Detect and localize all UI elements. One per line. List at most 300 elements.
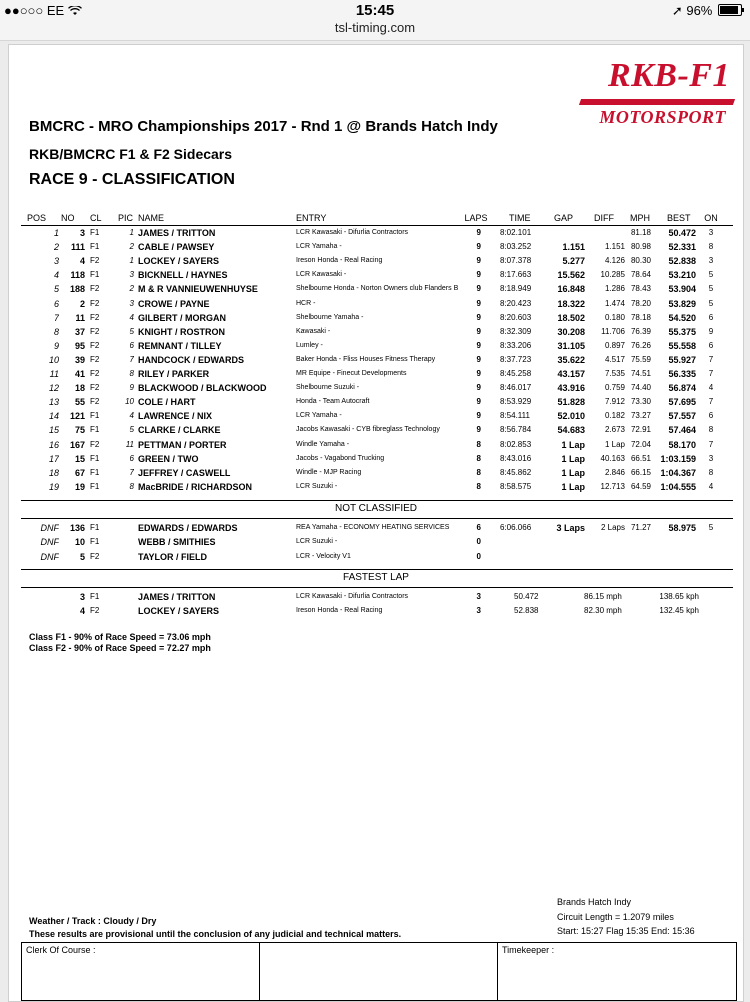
entry-cell: LCR Yamaha - <box>296 243 342 251</box>
diff-cell: 0.897 <box>604 340 625 350</box>
gap-cell: 43.157 <box>557 369 585 379</box>
number-cell: 19 <box>74 481 85 492</box>
number-cell: 5 <box>79 551 85 562</box>
class-cell: F1 <box>90 411 100 421</box>
pic-cell: 11 <box>125 439 134 449</box>
pic-cell: 6 <box>129 453 134 463</box>
name-cell: MacBRIDE / RICHARDSON <box>138 481 253 492</box>
laps-cell: 9 <box>476 383 481 393</box>
address-bar[interactable]: tsl-timing.com <box>334 20 416 35</box>
table-row <box>9 339 743 353</box>
pos-cell: DNF <box>40 551 59 562</box>
name-cell: PETTMAN / PORTER <box>138 439 227 450</box>
clock: 15:45 <box>355 2 395 19</box>
mph-cell: 72.04 <box>630 439 651 449</box>
pic-cell: 7 <box>129 467 134 477</box>
entry-cell: Jacobs - Vagabond Trucking <box>296 454 385 462</box>
pos-cell: 15 <box>48 425 59 436</box>
best-cell: 1:04.555 <box>660 481 696 492</box>
best-cell: 52.838 <box>668 256 696 267</box>
entry-cell: HCR - <box>296 299 316 307</box>
mph-cell: 78.18 <box>630 312 651 322</box>
fastest-kph-cell: 132.45 kph <box>659 606 699 616</box>
class-f2-note: Class F2 - 90% of Race Speed = 72.27 mph <box>29 643 211 653</box>
best-cell: 1:04.367 <box>660 467 696 478</box>
race-title: RACE 9 - CLASSIFICATION <box>29 171 235 188</box>
pos-cell: 14 <box>48 411 59 422</box>
diff-cell: 4.517 <box>604 354 625 364</box>
number-cell: 75 <box>74 425 85 436</box>
best-cell: 53.829 <box>668 298 696 309</box>
laps-cell: 0 <box>476 551 481 561</box>
pic-cell: 7 <box>129 354 134 364</box>
table-row <box>9 367 743 381</box>
best-cell: 50.472 <box>668 228 696 238</box>
number-cell: 10 <box>74 537 85 548</box>
pic-cell: 5 <box>129 326 134 336</box>
on-cell: 7 <box>708 439 714 449</box>
number-cell: 55 <box>74 397 85 408</box>
class-cell: F2 <box>90 340 100 350</box>
gap-cell: 5.277 <box>562 256 585 267</box>
entry-cell: Ireson Honda - Real Racing <box>296 607 383 615</box>
number-cell: 121 <box>69 411 85 422</box>
time-cell: 8:56.784 <box>500 425 532 435</box>
pos-cell: 17 <box>48 453 59 464</box>
on-cell: 5 <box>708 523 714 532</box>
number-cell: 136 <box>69 523 85 533</box>
best-cell: 55.558 <box>668 340 696 351</box>
best-cell: 52.331 <box>668 242 696 253</box>
number-cell: 4 <box>79 256 85 267</box>
name-cell: JEFFREY / CASWELL <box>138 467 231 478</box>
entry-cell: Baker Honda - Fliss Houses Fitness Therapy <box>296 355 436 363</box>
entry-cell: Lumley - <box>296 341 323 349</box>
mph-cell: 78.64 <box>630 270 651 280</box>
on-cell: 5 <box>708 270 714 280</box>
laps-cell: 8 <box>476 439 481 449</box>
laps-cell: 9 <box>476 298 481 308</box>
time-cell: 8:53.929 <box>500 397 532 407</box>
diff-cell: 10.285 <box>600 270 625 280</box>
on-cell: 8 <box>708 242 714 252</box>
championship-title: BMCRC - MRO Championships 2017 - Rnd 1 @ Brands Hatch Indy <box>29 118 498 135</box>
pos-cell: 9 <box>53 340 59 351</box>
name-cell: JAMES / TRITTON <box>138 592 216 602</box>
class-cell: F1 <box>90 228 100 237</box>
gap-cell: 18.502 <box>557 312 585 323</box>
laps-cell: 9 <box>476 397 481 407</box>
time-cell: 8:45.862 <box>500 467 532 477</box>
pos-cell: 3 <box>53 256 59 267</box>
diff-cell: 0.182 <box>604 411 625 421</box>
pos-cell: 16 <box>48 439 59 450</box>
time-cell: 8:32.309 <box>500 326 532 336</box>
table-row <box>9 297 743 311</box>
pic-cell: 2 <box>129 242 134 252</box>
dnf-row <box>9 521 743 535</box>
number-cell: 95 <box>74 340 85 351</box>
pic-cell: 10 <box>125 397 134 407</box>
name-cell: LOCKEY / SAYERS <box>138 256 220 267</box>
time-cell: 8:46.017 <box>500 383 532 393</box>
not-classified-heading: NOT CLASSIFIED <box>334 503 418 514</box>
table-row <box>9 438 743 452</box>
table-header: POS NO CL PIC NAME ENTRY LAPS TIME GAP DIFF MPH BEST ON <box>27 213 718 223</box>
gap-cell: 15.562 <box>557 270 585 281</box>
diff-cell: 2.673 <box>604 425 625 435</box>
location-arrow-icon: ➚ <box>671 3 683 18</box>
pic-cell: 5 <box>129 425 134 435</box>
rkb-f1-logo: RKB-F1 MOTORSPORT <box>574 57 734 127</box>
class-title: RKB/BMCRC F1 & F2 Sidecars <box>29 146 233 162</box>
mph-cell: 80.30 <box>630 256 651 266</box>
on-cell: 4 <box>708 383 714 393</box>
name-cell: BICKNELL / HAYNES <box>138 270 228 281</box>
laps-cell: 6 <box>476 523 481 532</box>
diff-cell: 2.846 <box>604 467 625 477</box>
pic-cell: 4 <box>129 411 134 421</box>
blank-signature-cell <box>260 943 498 1000</box>
table-row <box>9 311 743 325</box>
time-cell: 8:20.603 <box>500 312 532 322</box>
number-cell: 11 <box>75 312 85 323</box>
name-cell: WEBB / SMITHIES <box>138 537 216 548</box>
gap-cell: 1 Lap <box>561 481 585 492</box>
diff-cell: 1.286 <box>604 284 625 294</box>
gap-cell: 52.010 <box>557 411 585 422</box>
class-cell: F1 <box>90 481 100 491</box>
time-cell: 8:54.111 <box>500 411 530 421</box>
name-cell: CABLE / PAWSEY <box>138 242 215 253</box>
gap-cell: 43.916 <box>557 383 585 394</box>
best-cell: 1:03.159 <box>660 453 696 464</box>
name-cell: LAWRENCE / NIX <box>138 411 213 422</box>
diff-cell: 12.713 <box>600 481 625 491</box>
best-cell: 54.520 <box>668 312 696 323</box>
entry-cell: Kawasaki - <box>296 327 331 335</box>
entry-cell: Shelbourne Yamaha - <box>296 313 364 321</box>
pic-cell: 9 <box>129 383 134 393</box>
name-cell: BLACKWOOD / BLACKWOOD <box>138 383 267 394</box>
gap-cell: 18.322 <box>557 298 585 309</box>
entry-cell: LCR Suzuki - <box>296 482 338 490</box>
table-row <box>9 325 743 339</box>
mph-cell: 76.39 <box>630 326 651 336</box>
class-cell: F2 <box>90 256 100 266</box>
table-row <box>9 268 743 282</box>
laps-cell: 8 <box>476 467 481 477</box>
on-cell: 3 <box>708 453 714 463</box>
laps-cell: 9 <box>476 270 481 280</box>
name-cell: KNIGHT / ROSTRON <box>138 326 225 337</box>
class-cell: F1 <box>90 270 100 280</box>
lap-cell: 3 <box>476 592 481 601</box>
diff-cell: 7.912 <box>604 397 625 407</box>
diff-cell: 2 Laps <box>600 523 625 532</box>
table-row <box>9 395 743 409</box>
class-cell: F2 <box>90 326 100 336</box>
class-cell: F1 <box>90 453 100 463</box>
time-cell: 8:37.723 <box>500 354 532 364</box>
race-times: Start: 15:27 Flag 15:35 End: 15:36 <box>557 926 695 936</box>
on-cell: 6 <box>708 312 714 322</box>
gap-cell: 16.848 <box>557 284 585 295</box>
class-cell: F2 <box>90 439 100 449</box>
pos-cell: DNF <box>40 537 59 548</box>
pos-cell: 13 <box>48 397 59 408</box>
laps-cell: 9 <box>476 256 481 266</box>
pos-cell: 5 <box>53 284 59 295</box>
time-cell: 8:03.252 <box>500 242 532 252</box>
fastest-mph-cell: 82.30 mph <box>584 606 622 616</box>
mph-cell: 81.18 <box>630 228 651 237</box>
best-cell: 56.874 <box>668 383 696 394</box>
on-cell: 5 <box>708 284 714 294</box>
name-cell: M & R VANNIEUWENHUYSE <box>138 284 258 295</box>
gap-cell: 3 Laps <box>556 523 585 533</box>
laps-cell: 9 <box>476 228 481 237</box>
laps-cell: 9 <box>476 411 481 421</box>
entry-cell: Jacobs Kawasaki - CYB fibreglass Technology <box>296 426 440 434</box>
laps-cell: 8 <box>476 453 481 463</box>
diff-cell: 11.706 <box>601 326 625 336</box>
class-cell: F2 <box>90 551 100 561</box>
on-cell: 6 <box>708 340 714 350</box>
time-cell: 8:07.378 <box>500 256 532 266</box>
table-row <box>9 240 743 254</box>
name-cell: RILEY / PARKER <box>138 369 210 379</box>
pos-cell: 7 <box>53 312 59 323</box>
mph-cell: 74.40 <box>630 383 651 393</box>
time-cell: 6:06.066 <box>500 523 532 532</box>
mph-cell: 71.27 <box>630 523 651 532</box>
best-cell: 56.335 <box>668 369 696 379</box>
on-cell: 7 <box>708 369 714 378</box>
gap-cell: 31.105 <box>557 340 585 351</box>
laps-cell: 9 <box>476 242 481 252</box>
diff-cell: 4.126 <box>604 256 625 266</box>
mph-cell: 74.51 <box>630 369 651 378</box>
time-cell: 8:43.016 <box>500 453 532 463</box>
pic-cell: 4 <box>129 312 134 322</box>
table-row <box>9 423 743 437</box>
results-sheet <box>8 44 744 1002</box>
circuit-length: Circuit Length = 1.2079 miles <box>557 912 674 922</box>
diff-cell: 0.180 <box>604 312 625 322</box>
dnf-row <box>9 550 743 564</box>
mph-cell: 78.20 <box>630 298 651 308</box>
gap-cell: 1.151 <box>562 242 585 253</box>
table-row <box>9 226 743 240</box>
class-cell: F2 <box>90 397 100 407</box>
class-cell: F1 <box>90 523 100 532</box>
entry-cell: Windle Yamaha - <box>296 440 350 448</box>
gap-cell: 1 Lap <box>561 467 585 478</box>
table-row <box>9 282 743 296</box>
number-cell: 188 <box>69 284 85 295</box>
fastest-lap-row <box>9 590 743 604</box>
pos-cell: 1 <box>53 228 59 238</box>
dnf-row <box>9 535 743 549</box>
pos-cell: 8 <box>53 326 59 337</box>
class-cell: F1 <box>90 242 100 252</box>
name-cell: TAYLOR / FIELD <box>138 551 208 562</box>
diff-cell: 40.163 <box>600 453 625 463</box>
entry-cell: LCR Kawasaki - Difurlia Contractors <box>296 229 409 236</box>
entry-cell: Honda - Team Autocraft <box>296 398 370 406</box>
carrier-signal: ●●○○○ EE <box>4 3 82 18</box>
pos-cell: 4 <box>53 270 59 281</box>
pic-cell: 1 <box>129 256 134 266</box>
pic-cell: 6 <box>129 340 134 350</box>
table-row <box>9 452 743 466</box>
mph-cell: 75.59 <box>630 354 651 364</box>
laps-cell: 0 <box>476 537 481 547</box>
pic-cell: 3 <box>129 270 134 280</box>
pos-cell: 18 <box>48 467 59 478</box>
mph-cell: 76.26 <box>630 340 651 350</box>
entry-cell: LCR Kawasaki - <box>296 271 347 279</box>
time-cell: 8:02.101 <box>500 228 532 237</box>
gap-cell: 35.622 <box>557 354 585 365</box>
class-cell: F2 <box>90 606 100 616</box>
number-cell: 4 <box>79 606 85 617</box>
class-cell: F1 <box>90 592 100 601</box>
time-cell: 8:33.206 <box>500 340 532 350</box>
entry-cell: MR Equipe - Finecut Developments <box>296 370 407 377</box>
table-row <box>9 466 743 480</box>
laps-cell: 9 <box>476 312 481 322</box>
pos-cell: 2 <box>53 242 59 253</box>
table-row <box>9 254 743 268</box>
on-cell: 8 <box>708 425 714 435</box>
class-cell: F2 <box>90 369 100 378</box>
number-cell: 41 <box>74 369 85 379</box>
gap-cell: 30.208 <box>557 326 585 337</box>
name-cell: GILBERT / MORGAN <box>138 312 226 323</box>
entry-cell: Windle - MJP Racing <box>296 468 362 476</box>
number-cell: 118 <box>70 270 85 281</box>
number-cell: 3 <box>79 228 85 238</box>
class-cell: F2 <box>90 383 100 393</box>
battery-status: ➚ 96% <box>672 3 742 19</box>
class-cell: F2 <box>90 354 100 364</box>
fastest-mph-cell: 86.15 mph <box>584 592 622 601</box>
clerk-of-course-cell: Clerk Of Course : <box>22 943 260 1000</box>
name-cell: EDWARDS / EDWARDS <box>138 523 238 533</box>
entry-cell: Ireson Honda - Real Racing <box>296 257 383 265</box>
mph-cell: 72.91 <box>630 425 651 435</box>
on-cell: 6 <box>708 411 714 421</box>
fastest-lap-row <box>9 604 743 618</box>
name-cell: GREEN / TWO <box>138 453 199 464</box>
weather-track: Weather / Track : Cloudy / Dry <box>29 916 157 926</box>
time-cell: 52.838 <box>514 606 539 616</box>
best-cell: 58.170 <box>668 439 696 450</box>
time-cell: 8:58.575 <box>500 481 532 491</box>
lap-cell: 3 <box>476 606 481 616</box>
time-cell: 8:20.423 <box>500 298 532 308</box>
battery-icon <box>718 4 742 16</box>
pos-cell: 12 <box>48 383 59 394</box>
mph-cell: 73.27 <box>630 411 651 421</box>
pos-cell: 19 <box>48 481 59 492</box>
diff-cell: 1.474 <box>604 298 625 308</box>
table-row <box>9 381 743 395</box>
fastest-kph-cell: 138.65 kph <box>659 592 699 601</box>
number-cell: 167 <box>69 439 85 450</box>
diff-cell: 1.151 <box>604 242 625 252</box>
laps-cell: 9 <box>476 369 481 378</box>
name-cell: LOCKEY / SAYERS <box>138 606 220 617</box>
time-cell: 50.472 <box>514 592 539 601</box>
mph-cell: 64.59 <box>630 481 651 491</box>
time-cell: 8:02.853 <box>500 439 532 449</box>
table-row <box>9 353 743 367</box>
mph-cell: 66.15 <box>630 467 651 477</box>
best-cell: 53.904 <box>668 284 696 295</box>
name-cell: COLE / HART <box>138 397 196 408</box>
name-cell: CLARKE / CLARKE <box>138 425 221 436</box>
table-row <box>9 409 743 423</box>
gap-cell: 51.828 <box>557 397 585 408</box>
laps-cell: 9 <box>476 340 481 350</box>
best-cell: 57.557 <box>668 411 696 422</box>
pic-cell: 3 <box>129 298 134 308</box>
time-cell: 8:17.663 <box>500 270 532 280</box>
gap-cell: 1 Lap <box>561 453 585 464</box>
diff-cell: 0.759 <box>604 383 625 393</box>
mph-cell: 78.43 <box>630 284 651 294</box>
status-bar <box>0 0 750 41</box>
mph-cell: 73.30 <box>630 397 651 407</box>
best-cell: 57.695 <box>668 397 696 408</box>
number-cell: 67 <box>74 467 85 478</box>
gap-cell: 1 Lap <box>561 439 585 450</box>
on-cell: 8 <box>708 467 714 477</box>
pos-cell: 6 <box>53 298 59 309</box>
class-cell: F2 <box>90 284 100 294</box>
class-cell: F1 <box>90 425 100 435</box>
class-cell: F1 <box>90 467 100 477</box>
entry-cell: LCR Kawasaki - Difurlia Contractors <box>296 593 409 600</box>
name-cell: HANDCOCK / EDWARDS <box>138 354 245 365</box>
diff-cell: 1 Lap <box>604 439 625 449</box>
time-cell: 8:45.258 <box>500 369 532 378</box>
laps-cell: 9 <box>476 326 481 336</box>
number-cell: 15 <box>74 453 85 464</box>
on-cell: 3 <box>708 256 714 266</box>
pic-cell: 8 <box>129 369 134 378</box>
best-cell: 57.464 <box>668 425 696 436</box>
number-cell: 37 <box>74 326 85 337</box>
time-cell: 8:18.949 <box>500 284 532 294</box>
pos-cell: 10 <box>48 354 59 365</box>
venue-name: Brands Hatch Indy <box>557 897 632 907</box>
pic-cell: 8 <box>129 481 134 491</box>
entry-cell: REA Yamaha - ECONOMY HEATING SERVICES <box>296 524 450 531</box>
mph-cell: 66.51 <box>630 453 651 463</box>
on-cell: 3 <box>708 228 714 237</box>
provisional-note: These results are provisional until the conclusion of any judicial and technical matters. <box>29 929 402 939</box>
table-row <box>9 480 743 494</box>
number-cell: 39 <box>74 354 85 365</box>
laps-cell: 8 <box>476 481 481 491</box>
entry-cell: Shelbourne Honda - Norton Owners club Flanders B <box>296 285 459 293</box>
pic-cell: 1 <box>129 228 134 237</box>
gap-cell: 54.683 <box>557 425 585 436</box>
